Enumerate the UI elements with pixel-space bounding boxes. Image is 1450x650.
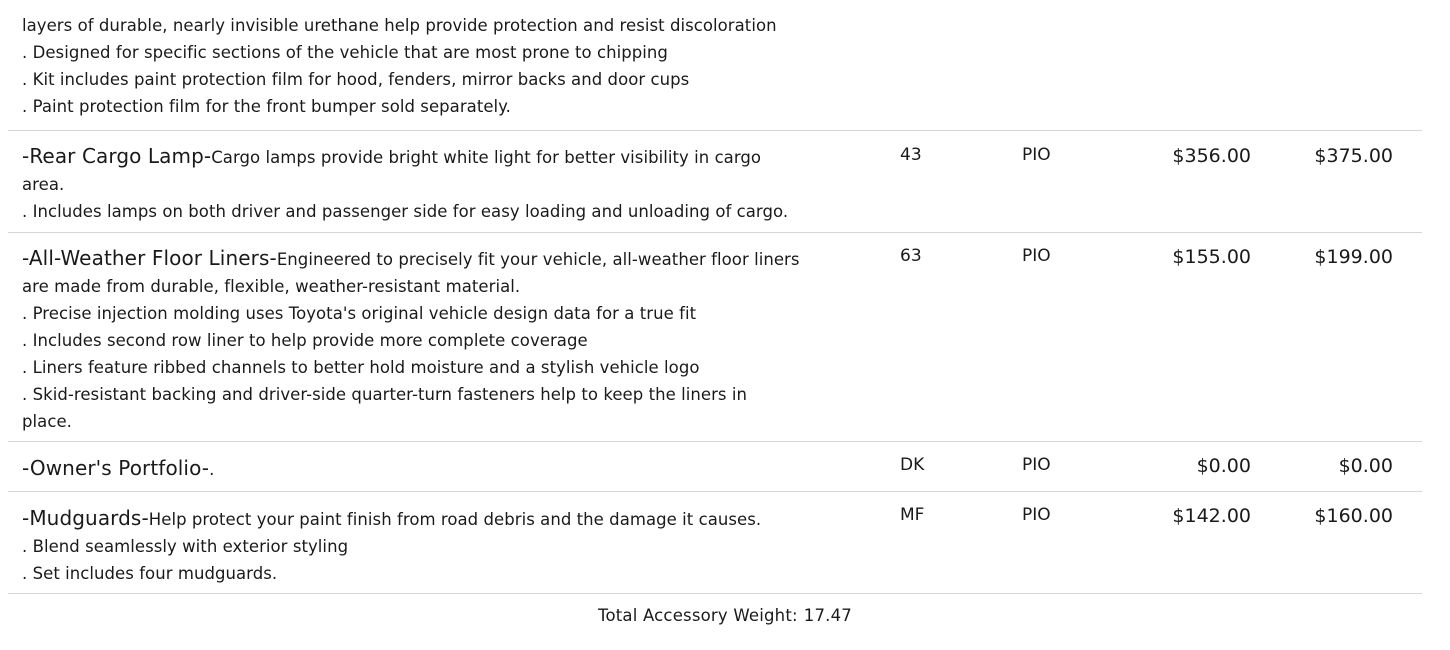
item-description bbox=[22, 505, 852, 587]
invoice-price: $155.00 bbox=[1172, 246, 1251, 268]
item-title: -Rear Cargo Lamp- bbox=[22, 144, 212, 168]
description-line: . Paint protection film for the front bumper sold separately. bbox=[22, 97, 511, 116]
description-line: . Set includes four mudguards. bbox=[22, 564, 278, 583]
item-type: PIO bbox=[1022, 145, 1051, 165]
item-code: MF bbox=[900, 505, 925, 525]
item-type: PIO bbox=[1022, 455, 1051, 475]
row-divider bbox=[8, 130, 1422, 131]
description-line: . Kit includes paint protection film for hood, fenders, mirror backs and door cups bbox=[22, 70, 690, 89]
item-type: PIO bbox=[1022, 505, 1051, 525]
item-type: PIO bbox=[1022, 246, 1051, 266]
description-line: . Precise injection molding uses Toyota's original vehicle design data for a true fit bbox=[22, 304, 697, 323]
description-line: . Blend seamlessly with exterior styling bbox=[22, 537, 349, 556]
description-line: . Skid-resistant backing and driver-side quarter-turn fasteners help to keep the liners in bbox=[22, 385, 747, 404]
item-code: 43 bbox=[900, 145, 922, 165]
row-divider bbox=[8, 593, 1422, 594]
item-code: DK bbox=[900, 455, 925, 475]
invoice-price: $356.00 bbox=[1172, 145, 1251, 167]
description-line: . Includes second row liner to help provide more complete coverage bbox=[22, 331, 588, 350]
description-line: . Includes lamps on both driver and passenger side for easy loading and unloading of cargo. bbox=[22, 202, 789, 221]
description-line: Engineered to precisely fit your vehicle, all-weather floor liners bbox=[276, 250, 800, 269]
description-line: are made from durable, flexible, weather-resistant material. bbox=[22, 277, 521, 296]
msrp-price: $160.00 bbox=[1314, 505, 1393, 527]
item-description bbox=[22, 245, 852, 435]
invoice-price: $0.00 bbox=[1196, 455, 1251, 477]
description-line: area. bbox=[22, 175, 65, 194]
description-line: Help protect your paint finish from road debris and the damage it causes. bbox=[148, 510, 762, 529]
description-line: place. bbox=[22, 412, 72, 431]
total-weight-value: 17.47 bbox=[803, 606, 853, 625]
item-title: -Mudguards- bbox=[22, 506, 149, 530]
invoice-price: $142.00 bbox=[1172, 505, 1251, 527]
msrp-price: $0.00 bbox=[1338, 455, 1393, 477]
description-line: . Liners feature ribbed channels to better hold moisture and a stylish vehicle logo bbox=[22, 358, 700, 377]
item-title: -All-Weather Floor Liners- bbox=[22, 246, 277, 270]
row-divider bbox=[8, 491, 1422, 492]
description-line: layers of durable, nearly invisible urethane help provide protection and resist discoloration bbox=[22, 16, 777, 35]
item-description bbox=[22, 455, 852, 483]
description-line: Cargo lamps provide bright white light for better visibility in cargo bbox=[211, 148, 762, 167]
description-line: . Designed for specific sections of the vehicle that are most prone to chipping bbox=[22, 43, 668, 62]
item-description bbox=[22, 143, 852, 225]
item-title: -Owner's Portfolio- bbox=[22, 456, 210, 480]
msrp-price: $199.00 bbox=[1314, 246, 1393, 268]
total-accessory-weight bbox=[0, 606, 1450, 625]
msrp-price: $375.00 bbox=[1314, 145, 1393, 167]
row-divider bbox=[8, 232, 1422, 233]
item-code: 63 bbox=[900, 246, 922, 266]
item-description bbox=[22, 12, 852, 120]
row-divider bbox=[8, 441, 1422, 442]
total-weight-label: Total Accessory Weight: bbox=[597, 606, 798, 625]
description-line: . bbox=[209, 460, 215, 479]
